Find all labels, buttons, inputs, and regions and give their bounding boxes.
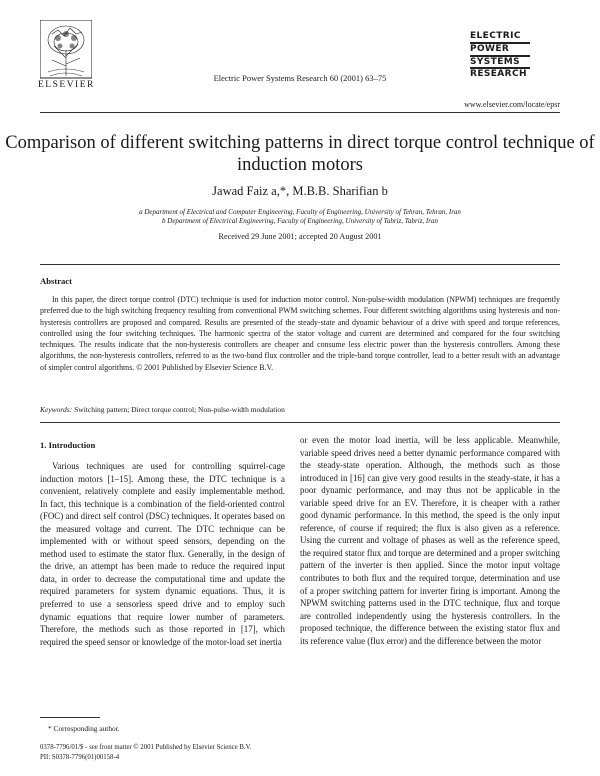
issn-block — [40, 743, 251, 763]
section-heading: 1. Introduction — [40, 440, 96, 450]
publisher-name: ELSEVIER — [38, 80, 95, 90]
journal-logo-line: RESEARCH — [470, 69, 527, 80]
corresponding-author-footnote: * Corresponding author. — [48, 724, 120, 733]
journal-logo-line: POWER — [470, 43, 510, 54]
abstract-heading: Abstract — [40, 276, 72, 286]
affiliation-a: a Department of Electrical and Computer Engineering, Faculty of Engineering, University of Tehran, Tehran, Iran — [139, 208, 461, 216]
intro-left-column: Various techniques are used for controlling squirrel-cage induction motors [1–15]. Among these, the DTC technique is a convenient, relatively complete and easily implementable method. In fact, this technique is a combination of the field-oriented control (FOC) and direct self control (DSC) techniques. It operates based on the measured voltage and current. The DTC technique can be implemented with or without speed sensors, depending on the method used to estimate the stator flux. Generally, in the design of the drive, an attempt has been made to reduce the required input data, in order to decrease the computational time and update the required parameters for system dynamic equations. Thus, it is preferred to use a sensorless speed drive and to employ such dynamic equations that require lower number of parameters. Therefore, the methods such as those reported in [17], which required the speed sensor or knowledge of the motor-load set inertia — [40, 461, 285, 647]
journal-citation: Electric Power Systems Research 60 (2001) 63–75 — [213, 73, 387, 83]
keywords — [40, 405, 285, 414]
keywords-text: Switching pattern; Direct torque control; Non-pulse-width modulation — [74, 405, 285, 414]
paper-authors: Jawad Faiz a,*, M.B.B. Sharifian b — [212, 184, 388, 198]
abstract-top-rule — [40, 264, 560, 265]
keywords-label: Keywords: — [40, 405, 73, 414]
received-dates: Received 29 June 2001; accepted 20 August 2001 — [218, 232, 382, 241]
pii-line: PII: S0378-7796(01)00158-4 — [40, 754, 120, 761]
header-rule — [40, 112, 560, 113]
journal-logo-line: ELECTRIC — [470, 31, 521, 41]
affiliation-b: b Department of Electrical Engineering, Faculty of Engineering, University of Tabriz, Tabriz, Iran — [162, 217, 438, 225]
journal-url[interactable]: www.elsevier.com/locate/epsr — [464, 100, 560, 109]
abstract-text: In this paper, the direct torque control (DTC) technique is used for induction motor control. Non-pulse-width modulation (NPWM) techniques are frequently preferred due to the high switching frequency resulting from conventional PWM switching schemes. Four different switching algorithms using hysteresis and non-hysteresis controllers are proposed and compared. Results are presented of the steady-state and dynamic behaviour of a drive with speed and torque references, controlled using the four switching techniques. The harmonic spectra of the stator voltage and current are determined and compared for the four switching techniques. The results indicate that the non-hysteresis controllers are cheaper and consume less electric power than the hysteresis controllers. Among these algorithms, the non-hysteresis controllers, referred to as the two-band flux controller and the triple-band torque controller, lead to a better result with an advantage of simpler control algorithms. © 2001 Published by Elsevier Science B.V. — [40, 295, 560, 372]
journal-logo — [470, 32, 542, 79]
intro-right-column: or even the motor load inertia, will be less applicable. Meanwhile, variable speed drives need a better dynamic performance compared with the steady-state operation. Although, the methods such as those introduced in [16] can give very good results in the steady-state, it has a poor dynamic performance, and may thus not be applicable in the variable speed drive for an EV. Therefore, it is cheaper with a rather good dynamic performance. In this method, the speed is the only input reference, of course if required; the flux is also given as a reference. Using the current and voltage of phases as well as the reference speed, the required stator flux and torque are determined and a proper switching pattern of the inverter is then applied. Since the motor input voltage contributes to both flux and the required torque, determination and use of a proper switching pattern for inverter firing is important. Among the NPWM switching patterns used in the DTC technique, flux and torque are controlled independently using the hysteresis controllers. In the proposed technique, the difference between the existing stator flux and its reference value (flux error) and the difference between the motor — [300, 435, 560, 646]
issn-line: 0378-7796/01/$ - see front matter © 2001 Published by Elsevier Science B.V. — [40, 744, 252, 751]
paper-title: Comparison of different switching patterns in direct torque control technique of induction motors — [5, 133, 595, 175]
journal-logo-line: SYSTEMS — [470, 56, 521, 67]
footnote-rule — [40, 717, 100, 718]
abstract-bottom-rule — [40, 422, 560, 423]
